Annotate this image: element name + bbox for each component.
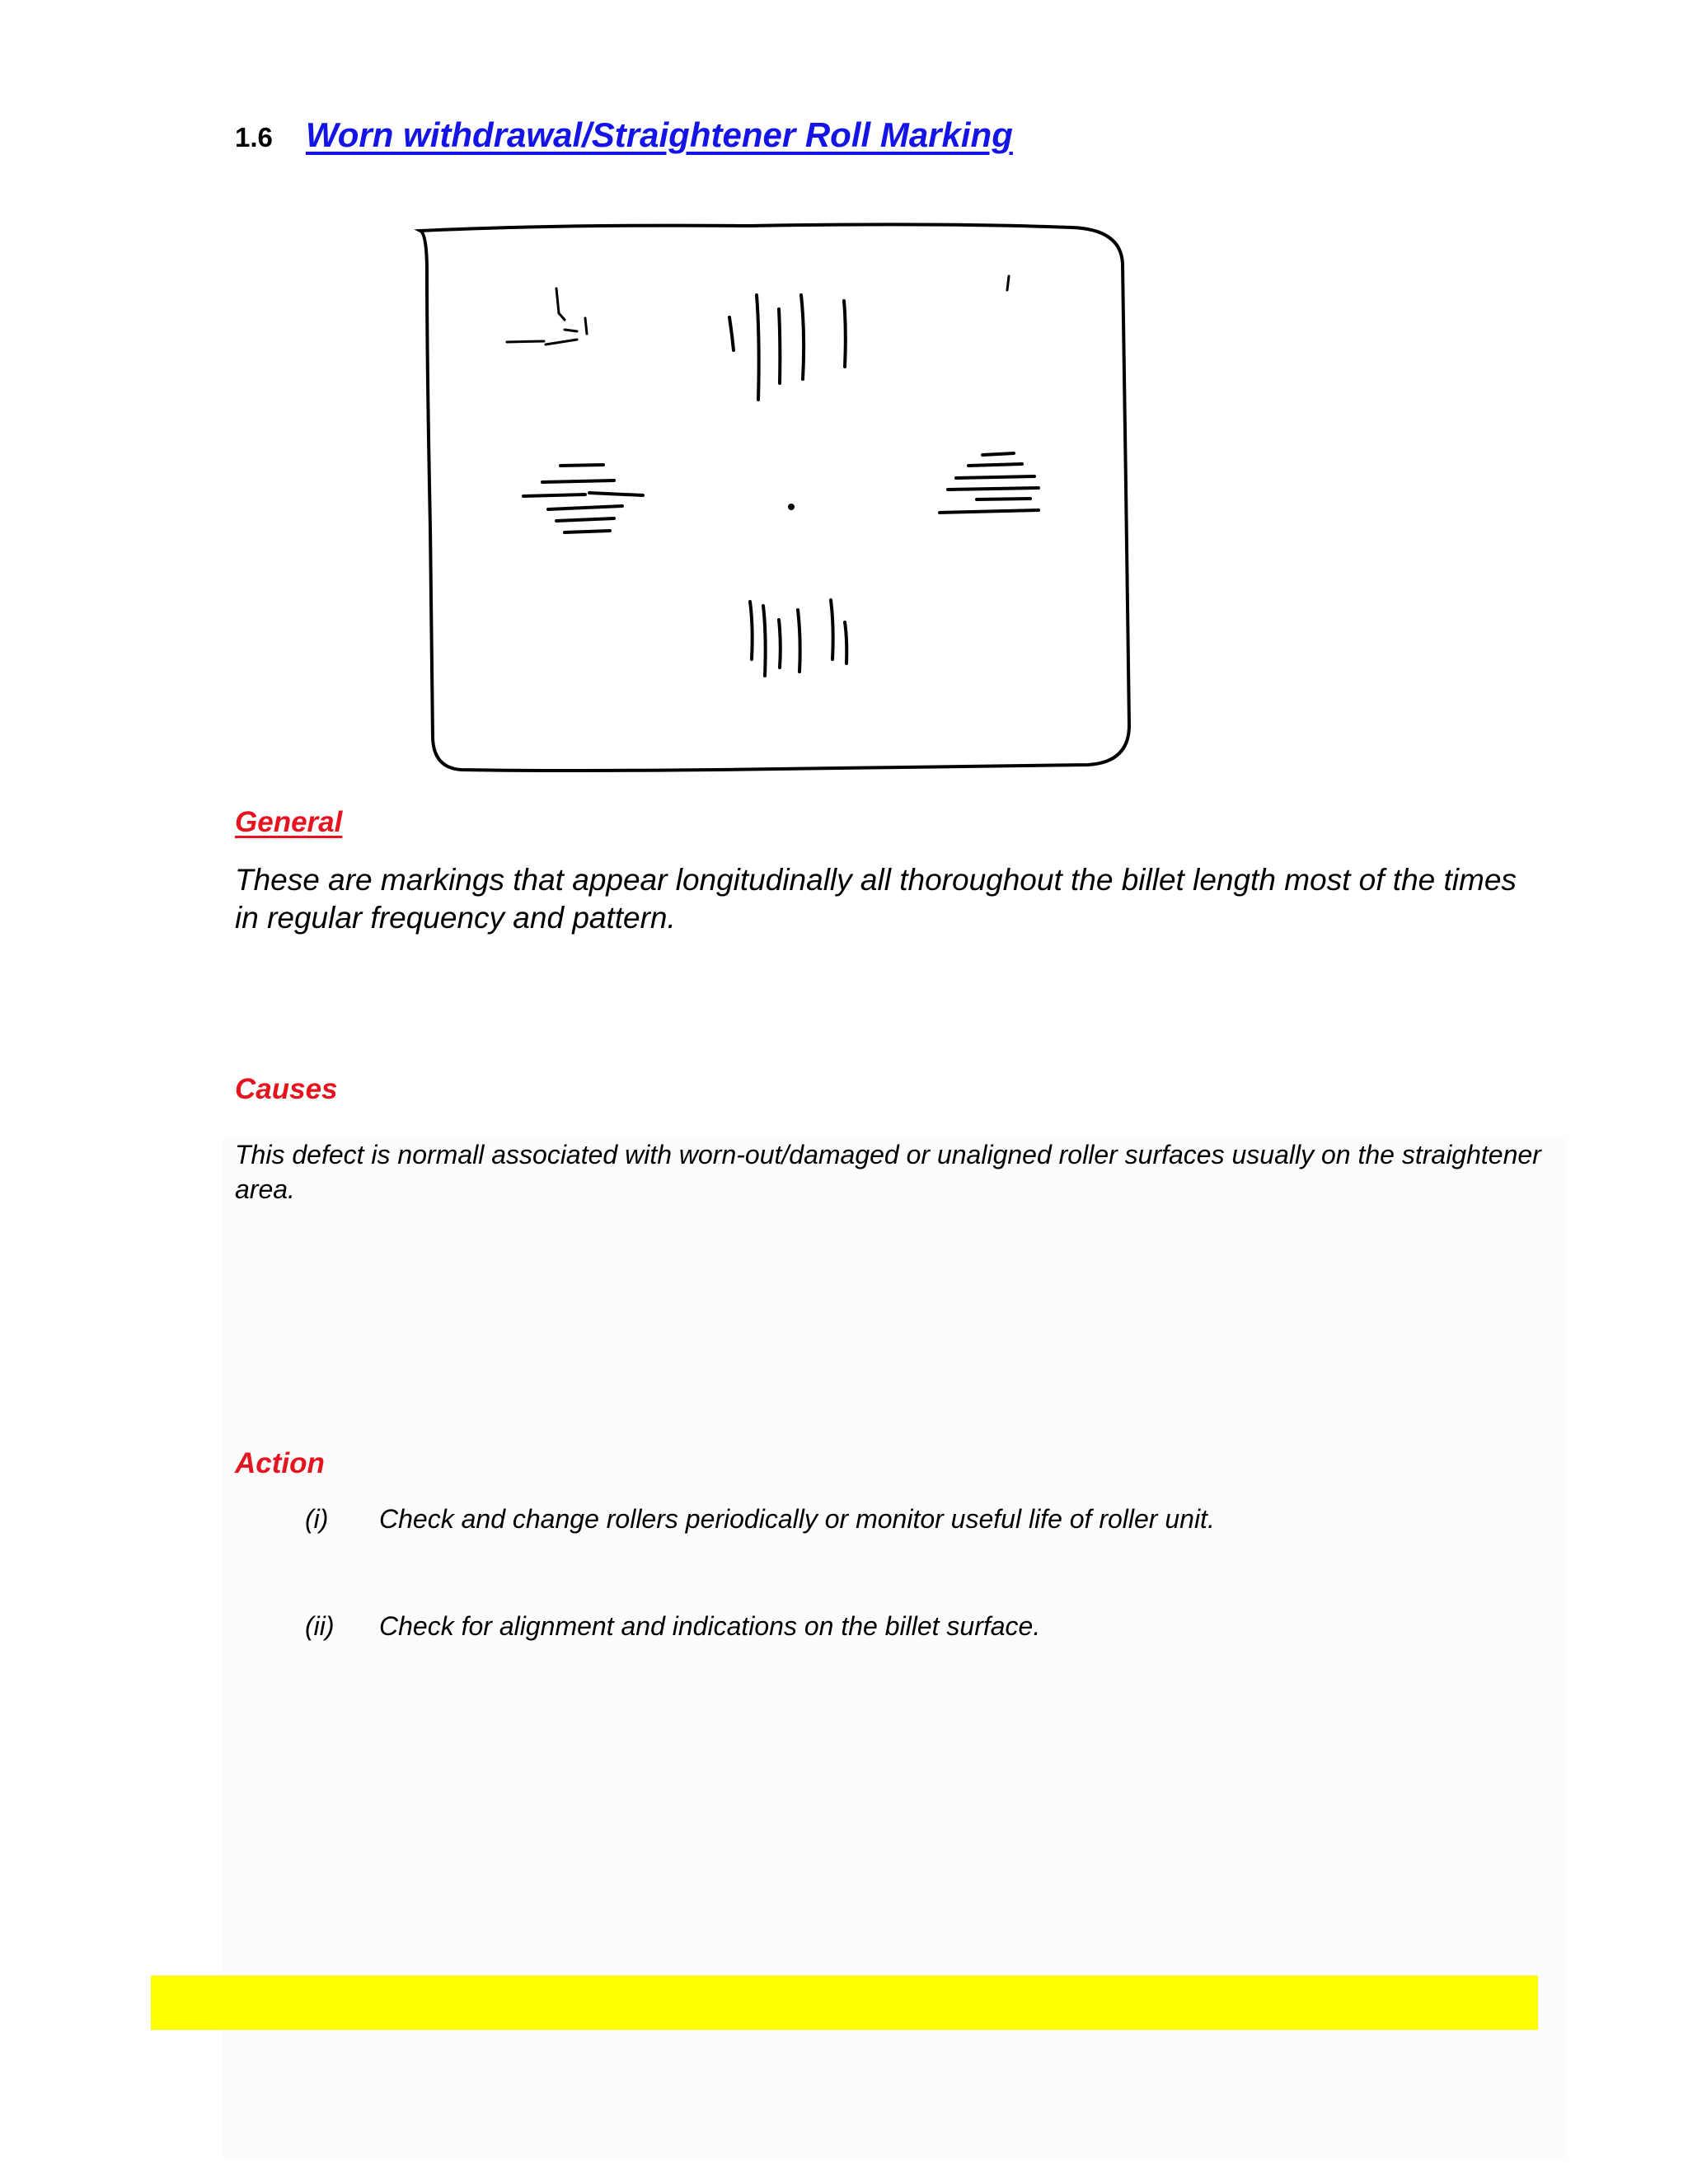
marks-left-middle (523, 465, 643, 532)
action-item-numeral: (ii) (305, 1611, 335, 1641)
yellow-highlight-bar (151, 1975, 1538, 2030)
general-text: These are markings that appear longitudinally all thoroughout the billet length most of the times in regular frequency and pattern. (235, 863, 1517, 935)
marks-top-center (729, 295, 846, 400)
marks-top-left (507, 288, 587, 344)
center-dot (788, 504, 795, 510)
causes-label: Causes (235, 1073, 338, 1105)
section-number: 1.6 (235, 122, 273, 152)
action-item-text: Check for alignment and indications on the billet surface. (379, 1611, 1041, 1641)
marks-bottom-center (750, 600, 846, 676)
action-list-item (305, 1611, 1040, 1642)
mark-top-right (1007, 276, 1009, 290)
marks-right-middle (940, 453, 1039, 513)
general-label: General (235, 806, 343, 838)
section-title: Worn withdrawal/Straightener Roll Marking (305, 115, 1013, 154)
action-item-text: Check and change rollers periodically or monitor useful life of roller unit. (379, 1504, 1215, 1534)
causes-text: This defect is normall associated with worn-out/damaged or unaligned roller surfaces usually on the straightener area. (235, 1140, 1541, 1204)
action-item-numeral: (i) (305, 1504, 329, 1534)
section-heading (235, 115, 1013, 155)
action-label: Action (235, 1447, 325, 1479)
billet-roll-marking-sketch (363, 198, 1154, 791)
action-list-item (305, 1504, 1215, 1535)
